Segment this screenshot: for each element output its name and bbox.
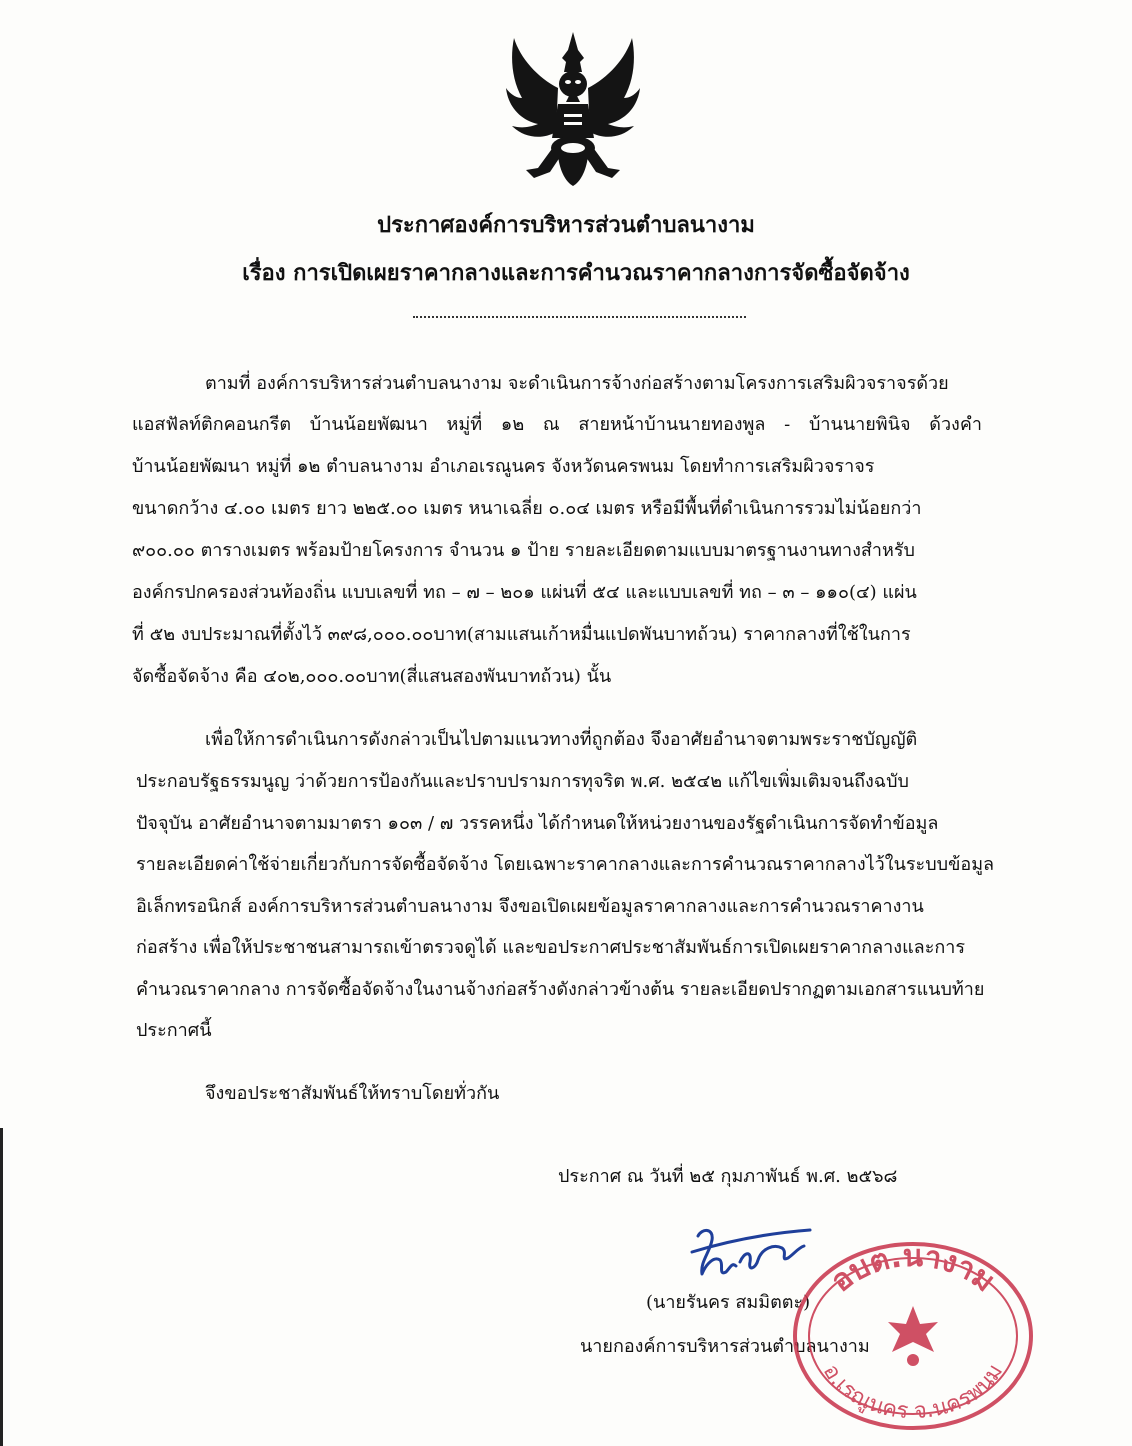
para2-line: ปัจจุบัน อาศัยอำนาจตามมาตรา ๑๐๓ / ๗ วรรคหนึ่ง ได้กำหนดให้หน่วยงานของรัฐดำเนินการจัดทำข้อมูล xyxy=(136,813,939,834)
para1-line: ขนาดกว้าง ๔.๐๐ เมตร ยาว ๒๒๕.๐๐ เมตร หนาเฉลี่ย ๐.๐๔ เมตร หรือมีพื้นที่ดำเนินการรวมไม่น้อยกว่า xyxy=(132,498,922,519)
para1-line: องค์กรปกครองส่วนท้องถิ่น แบบเลขที่ ทถ – ๗ – ๒๐๑ แผ่นที่ ๕๔ และแบบเลขที่ ทถ – ๓ – ๑๑๐(๔) แผ่น xyxy=(132,582,917,603)
document-title: ประกาศองค์การบริหารส่วนตำบลนางาม xyxy=(377,212,755,238)
para2-line: คำนวณราคากลาง การจัดซื้อจัดจ้างในงานจ้างก่อสร้างดังกล่าวข้างต้น รายละเอียดปรากฏตามเอกสารแนบท้าย xyxy=(136,979,985,1000)
para1-line: ๙๐๐.๐๐ ตารางเมตร พร้อมป้ายโครงการ จำนวน ๑ ป้าย รายละเอียดตามแบบมาตรฐานงานทางสำหรับ xyxy=(132,540,915,561)
signer-position: นายกองค์การบริหารส่วนตำบลนางาม xyxy=(580,1336,870,1357)
para1-line: ที่ ๕๒ งบประมาณที่ตั้งไว้ ๓๙๘,๐๐๐.๐๐บาท(สามแสนเก้าหมื่นแปดพันบาทถ้วน) ราคากลางที่ใช้ในการ xyxy=(132,624,911,645)
para2-line: รายละเอียดค่าใช้จ่ายเกี่ยวกับการจัดซื้อจัดจ้าง โดยเฉพาะราคากลางและการคำนวณราคากลางไว้ในระบบข้อมูล xyxy=(136,854,995,875)
document-subject: เรื่อง การเปิดเผยราคากลางและการคำนวณราคากลางการจัดซื้อจัดจ้าง xyxy=(242,260,910,286)
para1-line: บ้านน้อยพัฒนา หมู่ที่ ๑๒ ตำบลนางาม อำเภอเรณูนคร จังหวัดนครพนม โดยทำการเสริมผิวจราจร xyxy=(132,456,875,477)
svg-text:อ.เรณูนคร จ.นครพนม: อ.เรณูนคร จ.นครพนม xyxy=(817,1360,1009,1425)
scan-edge-line xyxy=(0,1128,3,1446)
garuda-emblem-icon xyxy=(498,28,648,188)
para2-line: เพื่อให้การดำเนินการดังกล่าวเป็นไปตามแนวทางที่ถูกต้อง จึงอาศัยอำนาจตามพระราชบัญญัติ xyxy=(205,729,918,750)
official-stamp-icon xyxy=(788,1236,1038,1436)
para2-line: อิเล็กทรอนิกส์ องค์การบริหารส่วนตำบลนางาม จึงขอเปิดเผยข้อมูลราคากลางและการคำนวณราคางาน xyxy=(136,896,924,917)
para1-line: ตามที่ องค์การบริหารส่วนตำบลนางาม จะดำเนินการจ้างก่อสร้างตามโครงการเสริมผิวจราจรด้วย xyxy=(205,373,949,394)
announcement-date: ประกาศ ณ วันที่ ๒๕ กุมภาพันธ์ พ.ศ. ๒๕๖๘ xyxy=(558,1166,898,1187)
para2-line: ก่อสร้าง เพื่อให้ประชาชนสามารถเข้าตรวจดูได้ และขอประกาศประชาสัมพันธ์การเปิดเผยราคากลางและการ xyxy=(136,937,966,958)
dotted-separator xyxy=(413,316,746,318)
svg-text:อบต.นางาม: อบต.นางาม xyxy=(824,1238,1002,1300)
signer-name: (นายรันคร สมมิตตะ) xyxy=(646,1292,811,1313)
closing-line: จึงขอประชาสัมพันธ์ให้ทราบโดยทั่วกัน xyxy=(205,1083,500,1104)
para2-line: ประกอบรัฐธรรมนูญ ว่าด้วยการป้องกันและปราบปรามการทุจริต พ.ศ. ๒๕๔๒ แก้ไขเพิ่มเติมจนถึงฉบับ xyxy=(136,771,909,792)
para1-line: แอสฟัลท์ติกคอนกรีต บ้านน้อยพัฒนา หมู่ที่ ๑๒ ณ สายหน้าบ้านนายทองพูล - บ้านนายพินิจ ด้วงคำ xyxy=(132,414,982,435)
para2-line: ประกาศนี้ xyxy=(136,1020,212,1041)
para1-line: จัดซื้อจัดจ้าง คือ ๔๐๒,๐๐๐.๐๐บาท(สี่แสนสองพันบาทถ้วน) นั้น xyxy=(132,666,612,687)
